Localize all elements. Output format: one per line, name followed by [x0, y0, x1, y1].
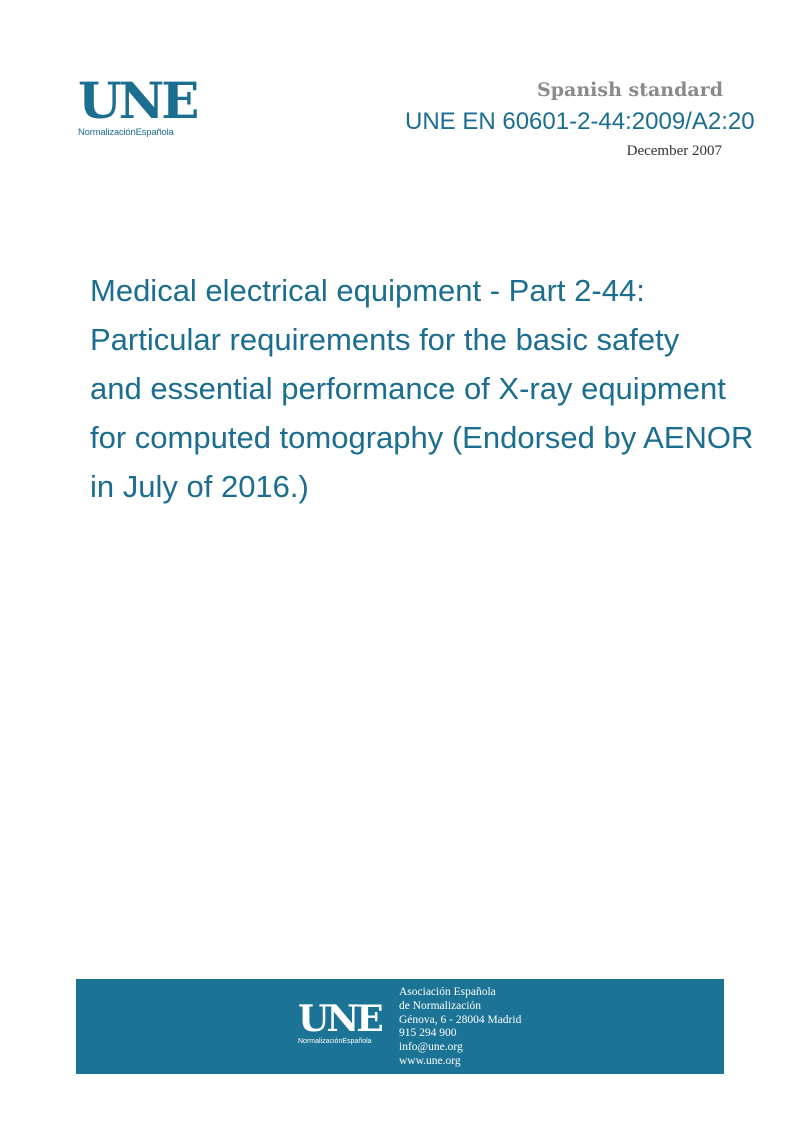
title-line: in July of 2016.)	[90, 469, 309, 504]
footer-une-logo-tagline	[298, 1038, 381, 1045]
footer-une-logo	[298, 998, 381, 1045]
footer-website: www.une.org	[399, 1054, 461, 1067]
title-line: Medical electrical equipment - Part 2-44:	[90, 273, 645, 308]
une-logo-mark: UNE	[78, 71, 197, 130]
une-logo-tagline-part2: Española	[135, 127, 174, 138]
document-title	[90, 266, 790, 511]
footer-org-name-line1: Asociación Española	[399, 986, 496, 998]
footer-email: info@une.org	[399, 1041, 463, 1054]
title-line: Particular requirements for the basic safety	[90, 322, 680, 357]
footer-address	[399, 986, 521, 1069]
footer-org-name-line2: de Normalización	[399, 999, 482, 1012]
standard-label: Spanish standard	[537, 79, 723, 101]
title-line: and essential performance of X-ray equipment	[90, 371, 726, 406]
footer-street-address: Génova, 6 - 28004 Madrid	[399, 1013, 522, 1026]
une-logo-tagline-part1: Normalización	[78, 127, 136, 138]
footer-une-logo-mark: UNE	[298, 998, 381, 1040]
footer-logo-tagline-part2: Española	[342, 1038, 372, 1045]
title-line: for computed tomography (Endorsed by AENOR	[90, 420, 754, 455]
une-logo	[78, 71, 198, 138]
footer-phone: 915 294 900	[399, 1027, 457, 1040]
footer-logo-tagline-part1: Normalización	[298, 1038, 343, 1045]
standard-code: UNE EN 60601-2-44:2009/A2:20	[405, 108, 755, 135]
footer-band	[76, 979, 724, 1074]
standard-date: December 2007	[626, 143, 722, 159]
